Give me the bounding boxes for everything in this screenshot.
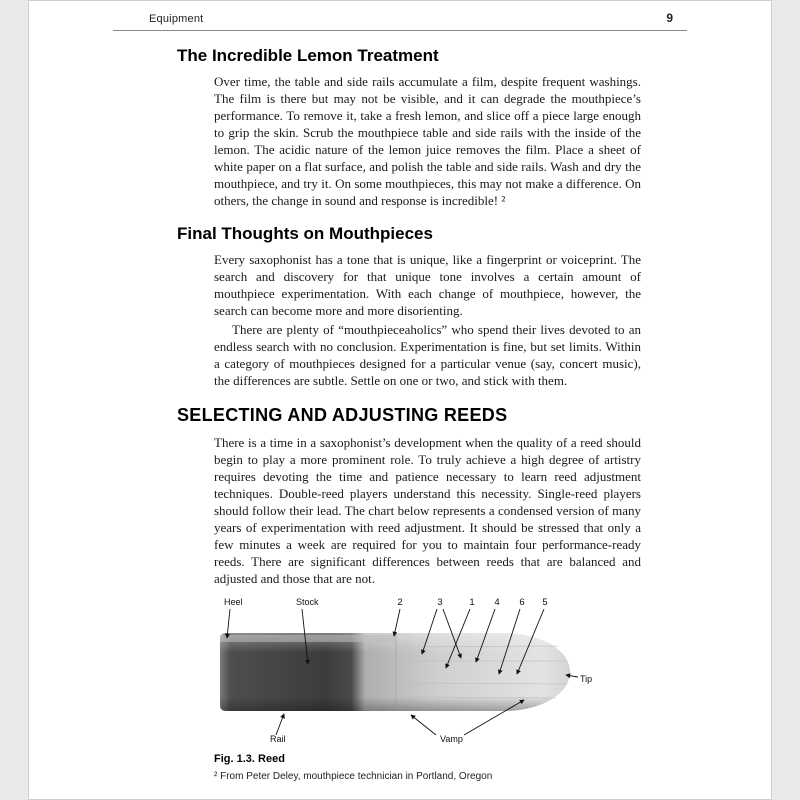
number-label-6: 6 bbox=[519, 597, 525, 608]
arrow-2 bbox=[394, 609, 400, 636]
section-heading-selecting-reeds: SELECTING AND ADJUSTING REEDS bbox=[177, 405, 508, 425]
paragraph: Every saxophonist has a tone that is unique, like a fingerprint or voiceprint. The search and discovery for that unique tone involves a certain amount of mouthpiece experimentation. With each change of mouthpiece, however, the search can become more and more disorienting. bbox=[214, 252, 641, 318]
reed-diagram bbox=[214, 593, 684, 745]
vamp-arrow-left bbox=[411, 715, 436, 735]
tip-label: Tip bbox=[580, 674, 593, 684]
figure-caption: Fig. 1.3. Reed bbox=[214, 753, 285, 765]
page-header bbox=[113, 11, 687, 31]
heel-label: Heel bbox=[224, 597, 243, 607]
section-heading-lemon-treatment: The Incredible Lemon Treatment bbox=[177, 46, 439, 65]
stock-highlight bbox=[220, 635, 396, 642]
book-page bbox=[28, 0, 772, 800]
number-label-2: 2 bbox=[397, 597, 403, 608]
page-body bbox=[177, 46, 641, 765]
page-number: 9 bbox=[666, 11, 673, 25]
section-heading-final-thoughts: Final Thoughts on Mouthpieces bbox=[177, 224, 433, 243]
number-label-3: 3 bbox=[437, 597, 443, 608]
reed-figure bbox=[214, 593, 641, 765]
section-lemon-treatment bbox=[177, 46, 641, 209]
paragraph: There is a time in a saxophonist’s development when the quality of a reed should begin to play a more prominent role. To truly achieve a high degree of artistry requires devoting the time and patience necessary to learn reed adjustment techniques. Double-reed players understand this necessity. Single-reed players should follow their lead. The chart below represents a condensed version of many years of experimentation with reed adjustment. It should be stressed that only a few minutes a week are required for you to maintain four performance-ready reeds. There are significant differences between reeds that are balanced and adjusted and those that are not. bbox=[214, 435, 641, 586]
running-head: Equipment bbox=[149, 13, 204, 25]
section-final-thoughts bbox=[177, 224, 641, 389]
rail-arrow bbox=[276, 714, 284, 735]
rail-label: Rail bbox=[270, 734, 286, 744]
number-label-4: 4 bbox=[494, 597, 500, 608]
paragraph: Over time, the table and side rails accumulate a film, despite frequent washings. The film is there but may not be visible, and it can degrade the mouthpiece’s performance. To remove it, take a fresh lemon, and slice off a piece large enough to grip the skin. Scrub the mouthpiece table and side rails with the inside of the lemon. The acidic nature of the lemon juice removes the film. Place a sheet of white paper on a flat surface, and polish the table and side rails. Wash and dry the mouthpiece, and try it. On some mouthpieces, this may not make a difference. On others, the change in sound and response is incredible! ² bbox=[214, 74, 641, 208]
vamp-label: Vamp bbox=[440, 734, 463, 744]
section-selecting-reeds bbox=[177, 405, 641, 587]
paragraph: There are plenty of “mouthpieceaholics” who spend their lives devoted to an endless search with no conclusion. Experimentation is fine, but set limits. Within a category of mouthpieces designed for a particular venue (say, concert music), the differences are subtle. Settle on one or two, and stick with them. bbox=[214, 322, 641, 388]
footnote: ² From Peter Deley, mouthpiece technician in Portland, Oregon bbox=[214, 771, 493, 782]
number-label-1: 1 bbox=[469, 597, 475, 608]
stock-label: Stock bbox=[296, 597, 319, 607]
number-label-5: 5 bbox=[542, 597, 548, 608]
